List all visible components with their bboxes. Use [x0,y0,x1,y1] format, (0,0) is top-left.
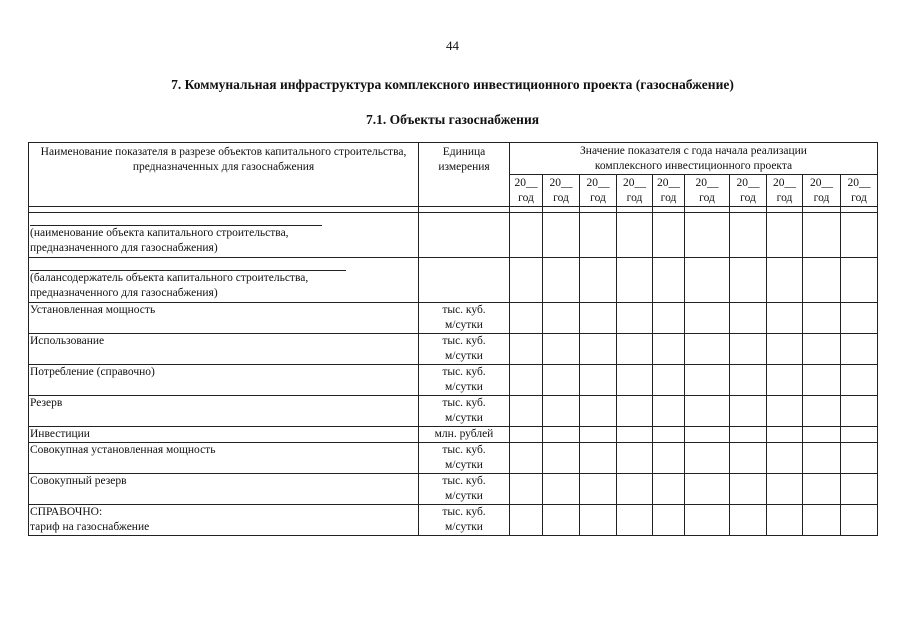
row-label-balance-holder [29,258,419,303]
row-label: Инвестиции [29,427,419,443]
year-suffix: год [776,192,793,204]
row-label-line1: (наименование объекта капитального строительства, [30,227,289,239]
row-label: Совокупный резерв [29,474,419,505]
row-label-line2: предназначенного для газоснабжения) [30,287,218,299]
row-label-line2: тариф на газоснабжение [30,521,150,533]
header-indicator-name: Наименование показателя в разрезе объектов капитального строительства, предназначенных для газоснабжения [29,143,419,207]
table-row [29,303,878,334]
unit-cell [419,474,510,505]
header-unit-line1: Единица [442,146,486,158]
header-value [510,143,878,175]
year-header [653,175,685,207]
unit-cell [419,334,510,365]
table-row [29,365,878,396]
table-row [29,334,878,365]
table-row [29,505,878,536]
gas-supply-table [28,142,878,536]
section-title: 7. Коммунальная инфраструктура комплексного инвестиционного проекта (газоснабжение) [171,77,734,92]
header-row-top [29,143,878,175]
row-label: Использование [29,334,419,365]
unit-cell [419,365,510,396]
unit-cell [419,303,510,334]
unit-cell [419,396,510,427]
row-label: Потребление (справочно) [29,365,419,396]
fill-in-line [30,258,346,271]
year-header [730,175,767,207]
table-row [29,396,878,427]
unit-line2: м/сутки [445,459,483,471]
year-prefix: 20__ [847,177,871,189]
unit-line1: тыс. куб. [442,366,486,378]
unit-line2: м/сутки [445,319,483,331]
year-header [543,175,580,207]
unit-line2: м/сутки [445,381,483,393]
year-header [510,175,543,207]
year-prefix: 20__ [773,177,796,189]
year-suffix: год [851,192,867,204]
row-label: Совокупная установленная мощность [29,443,419,474]
year-suffix: год [626,192,643,204]
year-prefix: 20__ [514,177,538,189]
unit-line1: тыс. куб. [442,444,486,456]
header-value-line1: Значение показателя с года начала реализации [580,145,807,157]
year-suffix: год [590,192,606,204]
unit-cell [419,213,510,258]
row-label: Установленная мощность [29,303,419,334]
table-row [29,443,878,474]
year-header [841,175,878,207]
year-prefix: 20__ [549,177,573,189]
unit-cell [419,505,510,536]
year-prefix: 20__ [695,177,719,189]
year-header [767,175,803,207]
year-header [617,175,653,207]
row-label-line1: (балансодержатель объекта капитального строительства, [30,272,309,284]
fill-in-line [30,213,322,226]
header-unit [419,143,510,207]
table-row [29,474,878,505]
unit-line1: тыс. куб. [442,475,486,487]
header-unit-line2: измерения [438,161,490,173]
unit-line2: м/сутки [445,521,483,533]
year-prefix: 20__ [657,177,680,189]
header-value-line2: комплексного инвестиционного проекта [594,160,793,172]
unit-line1: млн. рублей [434,428,494,440]
year-prefix: 20__ [623,177,646,189]
table-row [29,427,878,443]
page-number: 44 [446,38,459,53]
subsection-title: 7.1. Объекты газоснабжения [365,112,540,127]
unit-line1: тыс. куб. [442,304,486,316]
year-suffix: год [813,192,830,204]
year-suffix: год [518,192,534,204]
year-header [803,175,841,207]
row-label: Резерв [29,396,419,427]
table-row [29,258,878,303]
year-prefix: 20__ [586,177,610,189]
unit-line2: м/сутки [445,350,483,362]
unit-line2: м/сутки [445,412,483,424]
unit-cell [419,258,510,303]
year-suffix: год [553,192,569,204]
year-prefix: 20__ [736,177,760,189]
unit-line2: м/сутки [445,490,483,502]
table-row [29,213,878,258]
row-label-reference-tariff [29,505,419,536]
unit-line1: тыс. куб. [442,335,486,347]
year-header [685,175,730,207]
row-label-line2: предназначенного для газоснабжения) [30,242,218,254]
year-prefix: 20__ [810,177,833,189]
row-label-object-name [29,213,419,258]
year-suffix: год [740,192,756,204]
unit-line1: тыс. куб. [442,397,486,409]
unit-cell [419,443,510,474]
row-label-line1: СПРАВОЧНО: [30,506,103,518]
year-header [580,175,617,207]
unit-cell [419,427,510,443]
year-suffix: год [660,192,677,204]
year-suffix: год [699,192,715,204]
unit-line1: тыс. куб. [442,506,486,518]
